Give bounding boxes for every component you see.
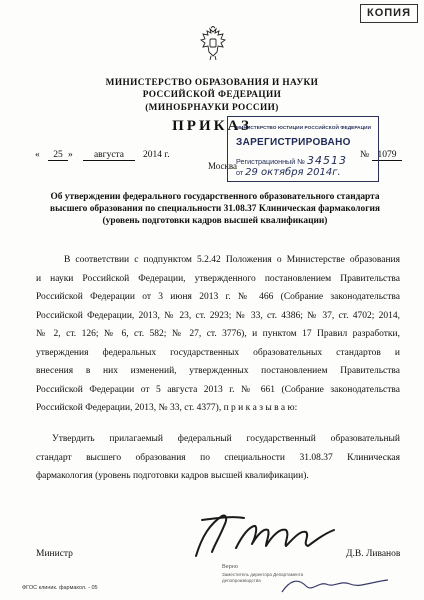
order-number-label: № <box>360 150 370 160</box>
order-title-line: Об утверждении федерального государственного образовательного стандарта <box>50 192 380 202</box>
registration-date-value: 29 октября 2014г. <box>245 167 341 178</box>
paragraph-line: В соответствии с подпунктом 5.2.42 Положения о Министерстве образования <box>64 255 400 265</box>
date-day: 25 <box>48 150 68 161</box>
registration-date-row <box>236 167 341 178</box>
paragraph-line: Российской Федерации от 3 июня 2013 г. № 466 (Собрание законодательства <box>36 292 400 302</box>
order-title <box>20 191 410 227</box>
registration-number-value: 34513 <box>306 154 347 167</box>
signatory-name: Д.В. Ливанов <box>346 549 401 559</box>
date-quote-open: « <box>35 150 40 160</box>
city: Москва <box>208 161 237 171</box>
date-month: августа <box>83 150 135 161</box>
order-number: 1079 <box>372 150 402 161</box>
order-title-line: высшего образования по специальности 31.08.37 Клиническая фармакология <box>50 204 380 214</box>
date-year: 2014 г. <box>143 150 170 160</box>
ministry-name-line1: МИНИСТЕРСТВО ОБРАЗОВАНИЯ И НАУКИ <box>105 78 319 88</box>
preamble-paragraph <box>36 251 400 418</box>
certification-stamp <box>218 562 408 598</box>
paragraph-line: Утвердить прилагаемый федеральный государственный образовательный <box>52 434 400 444</box>
copy-stamp: КОПИЯ <box>360 4 418 23</box>
registration-stamp-title: ЗАРЕГИСТРИРОВАНО <box>236 137 351 148</box>
paragraph-line: и науки Российской Федерации, утвержденного постановлением Правительства <box>36 273 400 284</box>
paragraph-line: утверждения федеральных государственных образовательных стандартов и <box>36 347 400 358</box>
date-quote-close: » <box>68 150 73 160</box>
paragraph-line: стандарт высшего образования по специальности 31.08.37 Клиническая <box>36 452 400 463</box>
paragraph-line: Российской Федерации, 2013, № 23, ст. 2923; № 33, ст. 4386; № 37, ст. 4702; 2014, <box>36 310 400 321</box>
order-paragraph <box>36 430 400 486</box>
certification-stamp-top: Верно <box>222 564 238 570</box>
registration-number-row <box>236 154 347 167</box>
ministry-short-name: (МИНОБРНАУКИ РОССИИ) <box>145 103 279 113</box>
coat-of-arms-emblem <box>199 26 227 62</box>
certification-signature <box>278 574 398 598</box>
registration-stamp <box>227 116 379 182</box>
registration-stamp-org: МИНИСТЕРСТВО ЮСТИЦИИ РОССИЙСКОЙ ФЕДЕРАЦИИ <box>236 125 372 130</box>
ministry-name-line2: РОССИЙСКОЙ ФЕДЕРАЦИИ <box>142 90 282 100</box>
document-type-heading: ПРИКАЗ <box>172 118 252 134</box>
registration-number-label: Регистрационный № <box>236 157 305 166</box>
footer-file-label: ФГОС клиник. фармакол. - 05 <box>22 585 98 591</box>
paragraph-line: внесения в них изменений, утвержденных постановлением Правительства <box>36 366 400 376</box>
paragraph-line: № 2, ст. 126; № 6, ст. 582; № 27, ст. 3776), и пунктом 17 Правил разработки, <box>36 329 400 339</box>
order-title-line: (уровень подготовки кадров высшей квалификации) <box>102 216 328 226</box>
signatory-position: Министр <box>36 549 73 559</box>
paragraph-line: Российской Федерации от 5 августа 2013 г. № 661 (Собрание законодательства <box>36 384 400 395</box>
certification-stamp-line: делопроизводства <box>222 578 261 583</box>
registration-date-label: от <box>236 168 244 177</box>
paragraph-line: Российской Федерации, 2013, № 33, ст. 4377), п р и к а з ы в а ю: <box>36 403 298 413</box>
certification-stamp-line: Заместитель директора Департамента <box>222 572 304 577</box>
paragraph-line: фармакология (уровень подготовки кадров высшей квалификации). <box>36 471 309 481</box>
handwritten-signature <box>192 506 342 564</box>
